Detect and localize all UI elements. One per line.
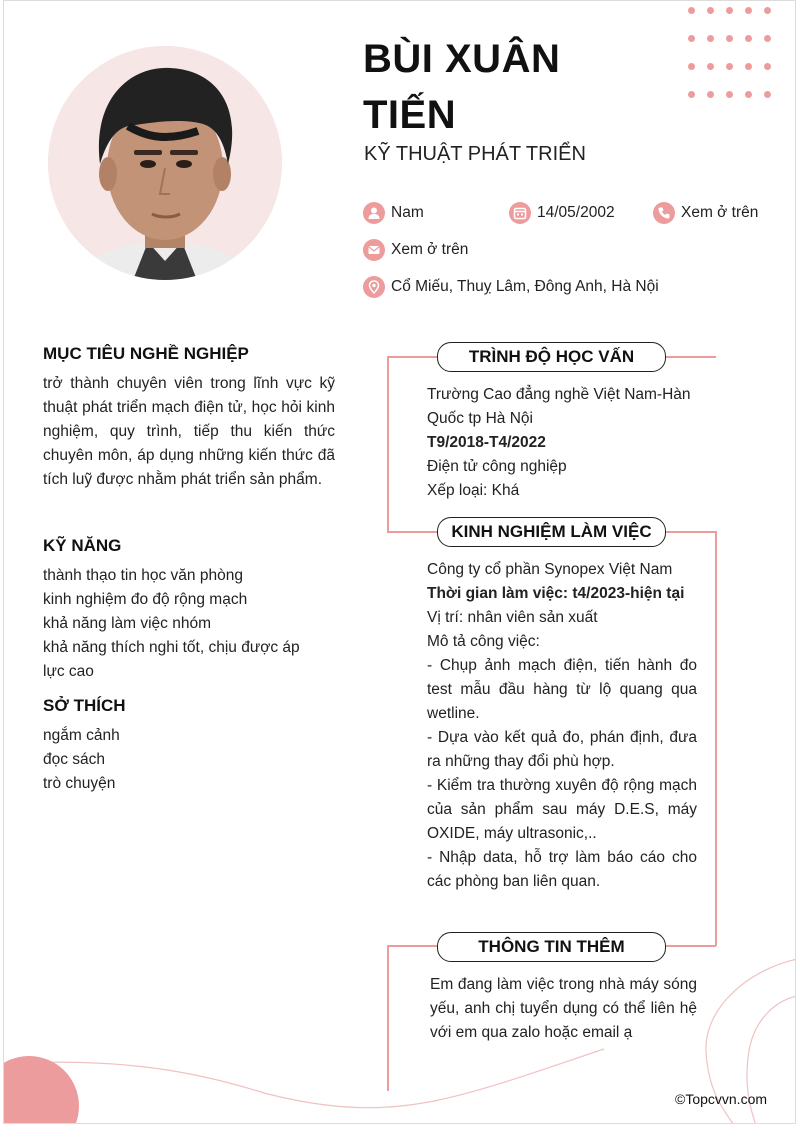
experience-title: KINH NGHIỆM LÀM VIỆC [437,517,666,547]
connector-line [666,356,716,358]
decorative-dot [726,7,733,14]
decorative-dot [688,63,695,70]
dot-pattern [688,7,788,99]
connector-line [666,945,716,947]
connector-line [387,945,437,947]
address-info [363,276,659,298]
education-major: Điện tử công nghiệp [427,458,567,475]
decorative-dot [745,7,752,14]
experience-desc-label: Mô tả công việc: [427,633,540,650]
decorative-dot [764,35,771,42]
skill-item: kinh nghiệm đo độ rộng mạch [43,591,248,608]
skills-list [43,564,335,684]
experience-company: Công ty cổ phần Synopex Việt Nam [427,561,673,578]
decorative-dot [764,7,771,14]
education-rank: Xếp loại: Khá [427,482,520,499]
additional-title: THÔNG TIN THÊM [437,932,666,962]
decorative-dot [726,91,733,98]
additional-text: Em đang làm việc trong nhà máy sóng yếu, anh chị tuyển dụng có thể liên hệ với em qua zalo hoặc email ạ [430,976,697,1041]
hobby-item: đọc sách [43,751,106,768]
experience-task: - Kiểm tra thường xuyên độ rộng mạch của sản phẩm sau máy D.E.S, máy OXIDE, máy ultrasonic,.. [427,777,697,842]
skill-item: thành thạo tin học văn phòng [43,567,243,584]
decorative-dot [707,35,714,42]
person-icon [363,202,385,224]
cv-page [3,0,796,1124]
connector-line [387,356,389,532]
hobbies-title: SỞ THÍCH [43,696,126,715]
phone-icon [653,202,675,224]
education-period: T9/2018-T4/2022 [427,434,546,451]
decorative-dot [745,35,752,42]
decorative-dot [764,63,771,70]
experience-block [427,558,697,894]
address-text: Cổ Miếu, Thuỵ Lâm, Đông Anh, Hà Nội [391,278,659,295]
decorative-dot [707,91,714,98]
decorative-dot [688,35,695,42]
gender-text: Nam [391,204,424,221]
education-title: TRÌNH ĐỘ HỌC VẤN [437,342,666,372]
email-info [363,239,468,261]
email-text: Xem ở trên [391,241,469,258]
birthday-text: 14/05/2002 [537,204,615,221]
decorative-dot [688,7,695,14]
experience-task: - Nhập data, hỗ trợ làm báo cáo cho các phòng ban liên quan. [427,849,697,890]
birthday-info [509,202,615,224]
decorative-dot [726,63,733,70]
mail-icon [363,239,385,261]
location-pin-icon [363,276,385,298]
full-name: BÙI XUÂN TIẾN [363,37,561,137]
experience-task: - Chụp ảnh mạch điện, tiến hành đo test mẫu đầu hàng từ lộ quang qua wetline. [427,657,697,722]
experience-time: Thời gian làm việc: t4/2023-hiện tại [427,585,685,602]
experience-role: Vị trí: nhân viên sản xuất [427,609,598,626]
decorative-dot [726,35,733,42]
phone-info [653,202,758,224]
decorative-dot [764,91,771,98]
hobbies-list [43,724,335,796]
avatar [48,46,282,280]
calendar-icon [509,202,531,224]
avatar-portrait [48,46,282,280]
connector-line [715,531,717,946]
hobby-item: ngắm cảnh [43,727,120,744]
skills-title: KỸ NĂNG [43,536,122,555]
decorative-dot [745,91,752,98]
experience-task: - Dựa vào kết quả đo, phán định, đưa ra những thay đổi phù hợp. [427,729,697,770]
hobby-item: trò chuyện [43,775,116,792]
gender-info [363,202,424,224]
connector-line [387,356,437,358]
skill-item: khả năng làm việc nhóm [43,615,212,632]
connector-line [666,531,716,533]
connector-line [387,531,437,533]
job-position: KỸ THUẬT PHÁT TRIỂN [364,143,586,165]
education-school: Trường Cao đẳng nghề Việt Nam-Hàn Quốc tp Hà Nội [427,386,691,427]
copyright: ©Topcvvn.com [675,1091,768,1107]
objective-text: trở thành chuyên viên trong lĩnh vực kỹ thuật phát triển mạch điện tử, học hỏi kinh nghiệm, quy trình, tiếp thu kiến thức chuyên môn, áp dụng những kiến thức đã tích luỹ được nhằm phát triển sản phẩm. [43,375,335,488]
phone-text: Xem ở trên [681,204,759,221]
skill-item: khả năng thích nghi tốt, chịu được áp lực cao [43,639,300,680]
objective-title: MỤC TIÊU NGHỀ NGHIỆP [43,344,249,363]
decorative-dot [707,63,714,70]
decorative-dot [707,7,714,14]
decorative-dot [688,91,695,98]
decorative-dot [745,63,752,70]
education-block [427,383,697,503]
